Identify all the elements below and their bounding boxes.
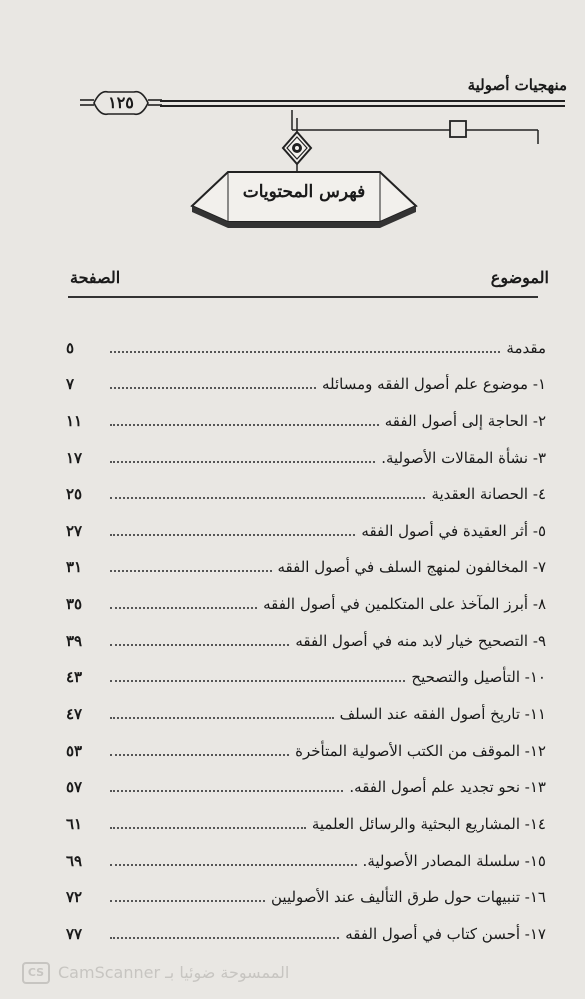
dot-leader [110, 900, 265, 902]
toc-entry-title: ١٢- الموقف من الكتب الأصولية المتأخرة [295, 741, 546, 760]
toc-list [66, 326, 546, 949]
toc-entry-title: ١- موضوع علم أصول الفقه ومسائله [321, 375, 546, 394]
running-title: منهجيات أصولية [467, 76, 567, 94]
camscanner-logo-icon: CS [22, 962, 50, 984]
page-number: ١٢٥ [108, 93, 134, 112]
toc-entry-title: ٩- التصحيح خيار لابد منه في أصول الفقه [295, 631, 546, 650]
toc-entry-page: ٥ [66, 338, 75, 357]
dot-leader [110, 387, 316, 389]
dot-leader [110, 864, 357, 866]
toc-entry [66, 876, 546, 913]
dot-leader [110, 497, 425, 499]
toc-entry-title: ٤- الحصانة العقدية [431, 485, 546, 504]
toc-entry-title: ١٤- المشاريع البحثية والرسائل العلمية [311, 814, 546, 833]
toc-entry-title: ٥- أثر العقيدة في أصول الفقه [361, 521, 546, 540]
dot-leader [110, 827, 306, 829]
toc-entry [66, 363, 546, 400]
dot-leader [110, 680, 405, 682]
dot-leader [110, 534, 355, 536]
toc-entry [66, 802, 546, 839]
toc-entry [66, 546, 546, 583]
column-header-page: الصفحة [70, 268, 121, 287]
toc-entry [66, 436, 546, 473]
toc-entry-page: ٧٢ [66, 888, 83, 907]
toc-entry-page: ٧٧ [66, 924, 83, 943]
toc-entry-title: ١٠- التأصيل والتصحيح [411, 668, 546, 687]
scanner-watermark [22, 962, 352, 988]
toc-entry-page: ٦١ [66, 814, 83, 833]
toc-entry-page: ٦٩ [66, 851, 83, 870]
toc-entry-title: ١٣- نحو تجديد علم أصول الفقه. [349, 778, 546, 797]
toc-entry-page: ١٧ [66, 448, 83, 467]
toc-entry [66, 766, 546, 803]
toc-entry-page: ٤٧ [66, 705, 83, 724]
toc-entry [66, 692, 546, 729]
toc-entry [66, 399, 546, 436]
dot-leader [110, 644, 289, 646]
toc-entry-page: ٢٧ [66, 521, 83, 540]
toc-entry [66, 839, 546, 876]
toc-entry-title: مقدمة [506, 338, 546, 357]
toc-entry-title: ٧- المخالفون لمنهج السلف في أصول الفقه [277, 558, 546, 577]
column-header-topic: الموضوع [490, 268, 549, 287]
toc-entry-page: ٣١ [66, 558, 83, 577]
toc-entry [66, 656, 546, 693]
dot-leader [110, 607, 257, 609]
toc-entry [66, 582, 546, 619]
header-rule [160, 100, 565, 145]
rosette-emblem-icon [280, 118, 314, 172]
toc-entry-page: ٣٥ [66, 595, 83, 614]
dot-leader [110, 790, 343, 792]
toc-entry-page: ٣٩ [66, 631, 83, 650]
toc-entry-page: ٤٣ [66, 668, 83, 687]
toc-entry [66, 473, 546, 510]
toc-entry-page: ١١ [66, 411, 83, 430]
dot-leader [110, 570, 272, 572]
toc-entry-title: ٨- أبرز المآخذ على المتكلمين في أصول الفقه [263, 595, 546, 614]
toc-title-banner [188, 168, 420, 230]
watermark-text: CamScanner الممسوحة ضوئيا بـ [58, 963, 290, 982]
toc-entry-title: ١٧- أحسن كتاب في أصول الفقه [345, 924, 546, 943]
dot-leader [110, 937, 339, 939]
toc-entry [66, 619, 546, 656]
toc-entry [66, 509, 546, 546]
dot-leader [110, 717, 334, 719]
toc-entry-page: ٥٧ [66, 778, 83, 797]
toc-entry [66, 729, 546, 766]
dot-leader [110, 461, 375, 463]
header-divider [68, 296, 538, 298]
toc-entry [66, 912, 546, 949]
toc-entry-title: ٣- نشأة المقالات الأصولية. [381, 448, 546, 467]
dot-leader [110, 754, 289, 756]
dot-leader [110, 424, 379, 426]
toc-entry-title: ١٦- تنبيهات حول طرق التأليف عند الأصوليين [271, 888, 546, 907]
toc-entry-page: ٧ [66, 375, 75, 394]
toc-title: فهرس المحتويات [242, 182, 366, 202]
toc-entry-page: ٥٣ [66, 741, 83, 760]
toc-entry-title: ١١- تاريخ أصول الفقه عند السلف [339, 705, 546, 724]
toc-entry-title: ٢- الحاجة إلى أصول الفقه [384, 411, 546, 430]
toc-entry-page: ٢٥ [66, 485, 83, 504]
toc-entry-title: ١٥- سلسلة المصادر الأصولية. [362, 851, 546, 870]
page-number-ornament [78, 86, 164, 120]
toc-entry [66, 326, 546, 363]
dot-leader [110, 351, 500, 353]
